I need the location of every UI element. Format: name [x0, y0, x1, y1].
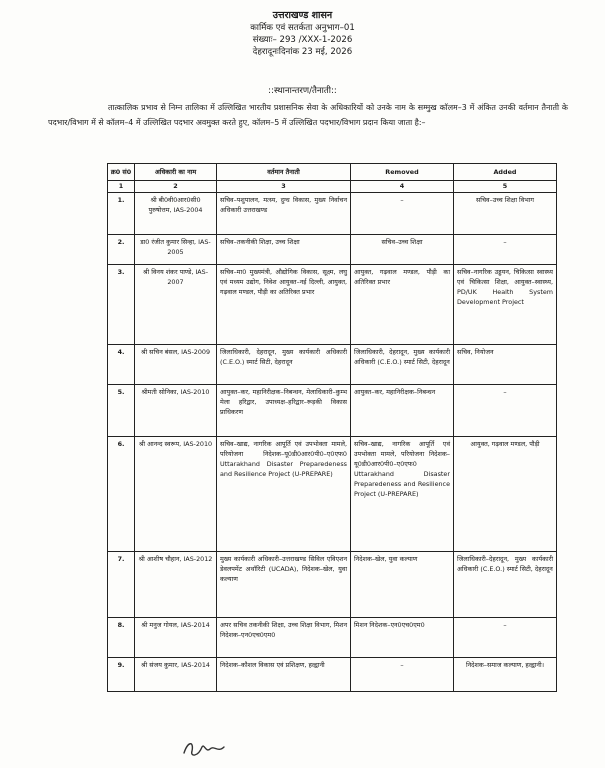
subject-line: ::स्थानान्तरण/तैनाती:: — [268, 86, 337, 96]
col-number: 4 — [351, 181, 454, 193]
col-number: 5 — [454, 181, 557, 193]
officer-name-cell: श्रीमती सोनिका, IAS-2010 — [135, 385, 217, 437]
current-posting-cell: मुख्य कार्यकारी अधिकारी–उत्तराखण्ड सिविल एविएशन डेवलपमेंट अथॉरिटी (UCADA), निदेशक–खेल, युवा कल्याण — [217, 552, 351, 618]
transfer-table — [107, 163, 557, 692]
added-cell: – — [454, 235, 557, 265]
government-name: उत्तराखण्ड शासन — [272, 10, 333, 21]
officer-name-cell: श्री मनुज गोयल, IAS-2014 — [135, 618, 217, 658]
serial-cell: 1. — [108, 193, 135, 235]
added-cell: निदेशक–समाज कल्याण, हल्द्वानी। — [454, 658, 557, 692]
added-cell: आयुक्त, गढ़वाल मण्डल, पौड़ी — [454, 437, 557, 552]
removed-cell: सचिव–उच्च शिक्षा — [351, 235, 454, 265]
removed-cell: मिशन निदेशक–एन0एच0एम0 — [351, 618, 454, 658]
officer-name-cell: श्री आनन्द स्वरूप, IAS-2010 — [135, 437, 217, 552]
current-posting-cell: आयुक्त–कर, महानिरीक्षक–निबन्धन, मेलाधिकारी–कुम्भ मेला हरिद्वार, उपाध्यक्ष–हरिद्वार–रूड़की विकास प्राधिकरण — [217, 385, 351, 437]
serial-cell: 8. — [108, 618, 135, 658]
removed-cell: – — [351, 193, 454, 235]
serial-cell: 7. — [108, 552, 135, 618]
table-row — [108, 193, 557, 235]
removed-cell: सचिव–खाद्य, नागरिक आपूर्ति एवं उपभोक्ता मामले, परियोजना निदेशक–यू0डी0आर0पी0–ए0एफ0 Uttarakhand Disaster Preparedeness and Resilience Project (U-PREPARE) — [351, 437, 454, 552]
officer-name-cell: श्री विनय शंकर पाण्डे, IAS-2007 — [135, 265, 217, 345]
table-row — [108, 552, 557, 618]
serial-cell: 9. — [108, 658, 135, 692]
current-posting-cell: सचिव–मा0 मुख्यमंत्री, औद्योगिक विकास, सूक्ष्म, लघु एवं मध्यम उद्योग, निवेश आयुक्त–नई दिल्ली, आयुक्त, गढ़वाल मण्डल, पौड़ी का अतिरिक्त प्रभार — [217, 265, 351, 345]
serial-cell: 6. — [108, 437, 135, 552]
current-posting-cell: निदेशक–कौशल विकास एवं प्रशिक्षण, हल्द्वानी — [217, 658, 351, 692]
officer-name-cell: श्री बी0वी0आर0सी0 पुरुषोत्तम, IAS-2004 — [135, 193, 217, 235]
col-header-removed: Removed — [351, 164, 454, 181]
col-header-added: Added — [454, 164, 557, 181]
col-number: 2 — [135, 181, 217, 193]
current-posting-cell: सचिव–खाद्य, नागरिक आपूर्ति एवं उपभोक्ता मामले, परियोजना निदेशक–यू0डी0आर0पी0–ए0एफ0 Uttarakhand Disaster Preparedeness and Resilience Project (U-PREPARE) — [217, 437, 351, 552]
serial-cell: 3. — [108, 265, 135, 345]
removed-cell: जिलाधिकारी, देहरादून, मुख्य कार्यकारी अधिकारी (C.E.O.) स्मार्ट सिटी, देहरादून — [351, 345, 454, 385]
table-row — [108, 658, 557, 692]
column-number-row — [108, 181, 557, 193]
serial-cell: 5. — [108, 385, 135, 437]
removed-cell: – — [351, 658, 454, 692]
intro-paragraph: तात्कालिक प्रभाव से निम्न तालिका में उल्लिखित भारतीय प्रशासनिक सेवा के अधिकारियों को उनके नाम के सम्मुख कॉलम–3 में अंकित उनकी वर्तमान तैनाती के पदभार/विभाग में से कॉलम–4 में उल्लिखित पदभार अवमुक्त करते हुए, कॉलम–5 में उल्लिखित पदभार/विभाग प्रदान किया जाता है:– — [48, 103, 568, 127]
letter-date: देहरादूनःदिनांक 23 मई, 2026 — [252, 47, 353, 57]
added-cell: – — [454, 385, 557, 437]
officer-name-cell: श्री संजय कुमार, IAS-2014 — [135, 658, 217, 692]
removed-cell: निदेशक–खेल, युवा कल्याण — [351, 552, 454, 618]
table-header-row — [108, 164, 557, 181]
removed-cell: आयुक्त, गढ़वाल मण्डल, पौड़ी का अतिरिक्त प्रभार — [351, 265, 454, 345]
serial-cell: 4. — [108, 345, 135, 385]
added-cell: सचिव, नियोजन — [454, 345, 557, 385]
added-cell: सचिव–नागरिक उड्डयन, चिकित्सा स्वास्थ्य एवं चिकित्सा शिक्षा, आयुक्त–स्वास्थ्य, PD/UK Health System Development Project — [454, 265, 557, 345]
col-number: 1 — [108, 181, 135, 193]
col-header-name: अधिकारी का नाम — [135, 164, 217, 181]
officer-name-cell: श्री आशीष चौहान, IAS-2012 — [135, 552, 217, 618]
letter-number: संख्याः– 293 /XXX-1-2026 — [252, 35, 353, 45]
col-header-current-posting: वर्तमान तैनाती — [217, 164, 351, 181]
current-posting-cell: सचिव–तकनीकी शिक्षा, उच्च शिक्षा — [217, 235, 351, 265]
department-section: कार्मिक एवं सतर्कता अनुभाग–01 — [250, 23, 355, 33]
col-number: 3 — [217, 181, 351, 193]
removed-cell: आयुक्त–कर, महानिरीक्षक–निबन्धन — [351, 385, 454, 437]
table-row — [108, 618, 557, 658]
added-cell: जिलाधिकारी–देहरादून, मुख्य कार्यकारी अधिकारी (C.E.O.) स्मार्ट सिटी, देहरादून — [454, 552, 557, 618]
table-row — [108, 345, 557, 385]
table-row — [108, 385, 557, 437]
col-header-serial: क्र0 सं0 — [108, 164, 135, 181]
added-cell: सचिव–उच्च शिक्षा विभाग — [454, 193, 557, 235]
table-row — [108, 437, 557, 552]
serial-cell: 2. — [108, 235, 135, 265]
handwritten-initials-icon — [178, 735, 238, 761]
table-row — [108, 235, 557, 265]
officer-name-cell: श्री सचिन बंसल, IAS-2009 — [135, 345, 217, 385]
added-cell: – — [454, 618, 557, 658]
current-posting-cell: सचिव–पशुपालन, मत्स्य, दुग्ध विकास, मुख्य निर्वाचन अधिकारी उत्तराखण्ड — [217, 193, 351, 235]
officer-name-cell: डा0 रंजीत कुमार सिन्हा, IAS-2005 — [135, 235, 217, 265]
current-posting-cell: जिलाधिकारी, देहरादून, मुख्य कार्यकारी अधिकारी (C.E.O.) स्मार्ट सिटी, देहरादून — [217, 345, 351, 385]
table-row — [108, 265, 557, 345]
letterhead — [0, 10, 605, 58]
current-posting-cell: अपर सचिव तकनीकी शिक्षा, उच्च शिक्षा विभाग, मिशन निदेशक–एन0एच0एम0 — [217, 618, 351, 658]
